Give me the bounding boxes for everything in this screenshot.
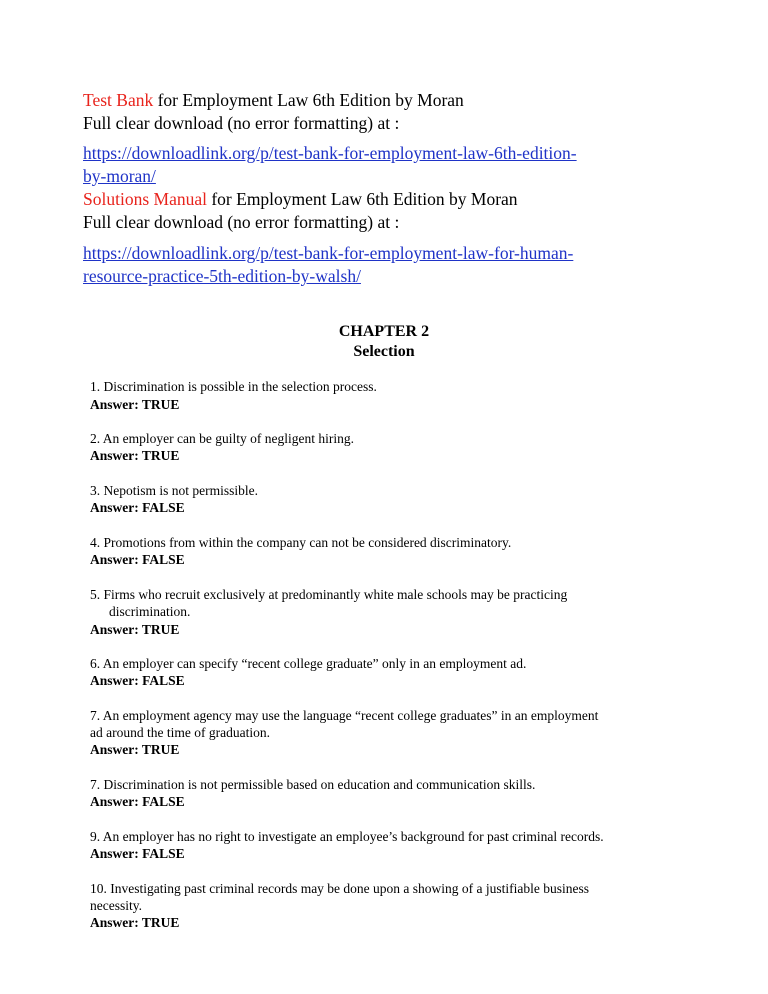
question-5-continued: discrimination. — [109, 604, 191, 619]
solutions-manual-title-rest: for Employment Law 6th Edition by Moran — [206, 189, 518, 209]
solutions-link-line2[interactable] — [83, 265, 361, 287]
download-note-1: Full clear download (no error formatting) at : — [83, 113, 400, 133]
question-10: 10. Investigating past criminal records may be done upon a showing of a justifiable business — [90, 881, 590, 896]
question-7-continued: ad around the time of graduation. — [90, 725, 270, 740]
answer-7: Answer: TRUE — [90, 742, 180, 757]
question-10-continued: necessity. — [90, 898, 142, 913]
solutions-link-text-2[interactable]: resource-practice-5th-edition-by-walsh/ — [83, 266, 361, 286]
answer-9: Answer: FALSE — [90, 846, 185, 861]
question-6: 6. An employer can specify “recent college graduate” only in an employment ad. — [90, 656, 527, 671]
solutions-manual-label: Solutions Manual — [83, 189, 207, 209]
question-8: 7. Discrimination is not permissible based on education and communication skills. — [90, 777, 536, 792]
chapter-title: Selection — [353, 343, 415, 360]
answer-3: Answer: FALSE — [90, 500, 185, 515]
test-bank-link-text-2[interactable]: by-moran/ — [83, 166, 156, 186]
test-bank-link-line2[interactable] — [83, 165, 156, 187]
answer-10: Answer: TRUE — [90, 915, 180, 930]
question-7: 7. An employment agency may use the language “recent college graduates” in an employment — [90, 708, 599, 723]
question-2: 2. An employer can be guilty of negligent hiring. — [90, 431, 354, 446]
test-bank-link-text-1[interactable]: https://downloadlink.org/p/test-bank-for-employment-law-6th-edition- — [83, 143, 577, 163]
test-bank-title — [83, 89, 464, 111]
download-note-2: Full clear download (no error formatting) at : — [83, 212, 400, 232]
answer-4: Answer: FALSE — [90, 552, 185, 567]
answer-6: Answer: FALSE — [90, 673, 185, 688]
answer-2: Answer: TRUE — [90, 448, 180, 463]
answer-8: Answer: FALSE — [90, 794, 185, 809]
solutions-link-line1[interactable] — [83, 242, 573, 264]
question-5: 5. Firms who recruit exclusively at predominantly white male schools may be practicing — [90, 587, 568, 602]
chapter-number: CHAPTER 2 — [338, 323, 430, 340]
solutions-manual-title — [83, 188, 518, 210]
test-bank-link-line1[interactable] — [83, 142, 577, 164]
question-4: 4. Promotions from within the company can not be considered discriminatory. — [90, 535, 512, 550]
question-1: 1. Discrimination is possible in the selection process. — [90, 379, 377, 394]
test-bank-label: Test Bank — [83, 90, 154, 110]
test-bank-title-rest: for Employment Law 6th Edition by Moran — [153, 90, 464, 110]
question-3: 3. Nepotism is not permissible. — [90, 483, 258, 498]
solutions-link-text-1[interactable]: https://downloadlink.org/p/test-bank-for-employment-law-for-human- — [83, 243, 574, 263]
answer-5: Answer: TRUE — [90, 622, 180, 637]
question-9: 9. An employer has no right to investigate an employee’s background for past criminal records. — [90, 829, 604, 844]
answer-1: Answer: TRUE — [90, 397, 180, 412]
